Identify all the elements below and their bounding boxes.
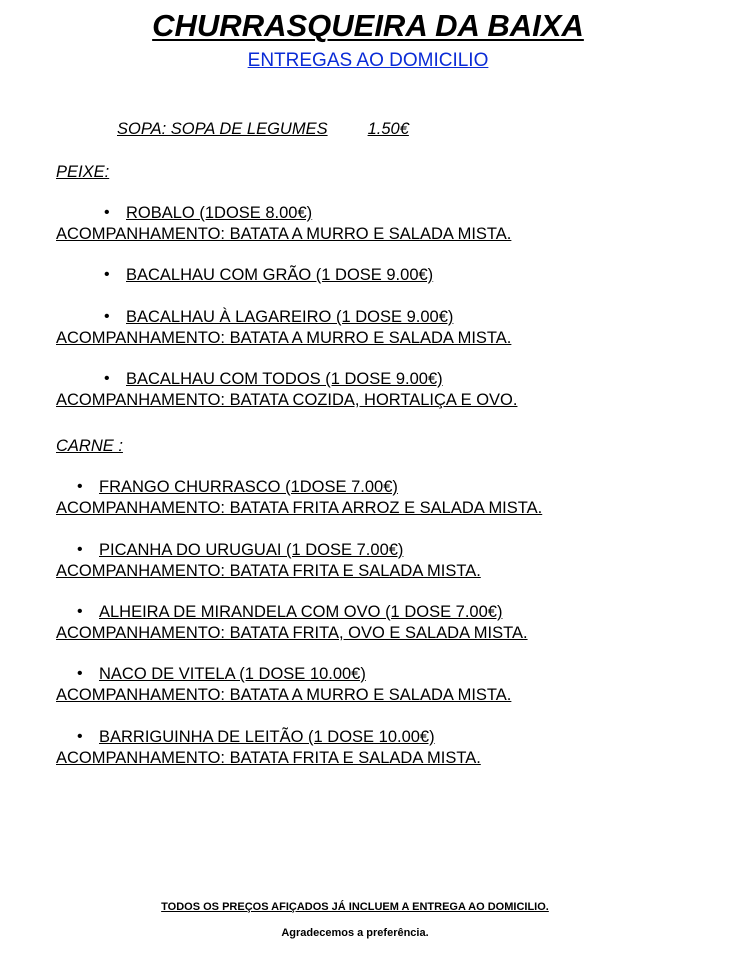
bullet-icon: • (77, 541, 83, 558)
soup-price: 1.50€ (367, 120, 409, 138)
fish-item-side: ACOMPANHAMENTO: BATATA COZIDA, HORTALIÇA E OVO. (56, 391, 518, 409)
bullet-icon: • (104, 266, 110, 283)
bullet-icon: • (104, 370, 110, 387)
fish-item-name: BACALHAU À LAGAREIRO (1 DOSE 9.00€) (126, 308, 454, 326)
bullet-icon: • (104, 308, 110, 325)
meat-item-name: BARRIGUINHA DE LEITÃO (1 DOSE 10.00€) (99, 728, 435, 746)
bullet-icon: • (77, 478, 83, 495)
bullet-icon: • (77, 728, 83, 745)
meat-item-side: ACOMPANHAMENTO: BATATA FRITA E SALADA MISTA. (56, 749, 481, 767)
meat-item-name: PICANHA DO URUGUAI (1 DOSE 7.00€) (99, 541, 404, 559)
fish-item-name: BACALHAU COM TODOS (1 DOSE 9.00€) (126, 370, 443, 388)
fish-item-name: BACALHAU COM GRÃO (1 DOSE 9.00€) (126, 266, 434, 284)
meat-item-side: ACOMPANHAMENTO: BATATA A MURRO E SALADA MISTA. (56, 686, 512, 704)
bullet-icon: • (77, 665, 83, 682)
meat-item-side: ACOMPANHAMENTO: BATATA FRITA E SALADA MISTA. (56, 562, 481, 580)
meat-item-name: FRANGO CHURRASCO (1DOSE 7.00€) (99, 478, 398, 496)
fish-item-side: ACOMPANHAMENTO: BATATA A MURRO E SALADA MISTA. (56, 329, 512, 347)
meat-item-side: ACOMPANHAMENTO: BATATA FRITA ARROZ E SALADA MISTA. (56, 499, 543, 517)
meat-item-name: NACO DE VITELA (1 DOSE 10.00€) (99, 665, 366, 683)
soup-label: SOPA: SOPA DE LEGUMES (117, 120, 328, 138)
bullet-icon: • (77, 603, 83, 620)
fish-heading: PEIXE: (56, 163, 110, 181)
soup-line (117, 119, 409, 139)
fish-item-name: ROBALO (1DOSE 8.00€) (126, 204, 313, 222)
meat-item-side: ACOMPANHAMENTO: BATATA FRITA, OVO E SALADA MISTA. (56, 624, 528, 642)
bullet-icon: • (104, 204, 110, 221)
meat-item-name: ALHEIRA DE MIRANDELA COM OVO (1 DOSE 7.00€) (99, 603, 503, 621)
meat-heading: CARNE : (56, 437, 123, 455)
fish-item-side: ACOMPANHAMENTO: BATATA A MURRO E SALADA MISTA. (56, 225, 512, 243)
delivery-note: TODOS OS PREÇOS AFIÇADOS JÁ INCLUEM A ENTREGA AO DOMICILIO. (161, 901, 549, 913)
restaurant-title: CHURRASQUEIRA DA BAIXA (152, 8, 584, 43)
delivery-subtitle: ENTREGAS AO DOMICILIO (247, 50, 489, 71)
thanks-note: Agradecemos a preferência. (281, 927, 429, 939)
